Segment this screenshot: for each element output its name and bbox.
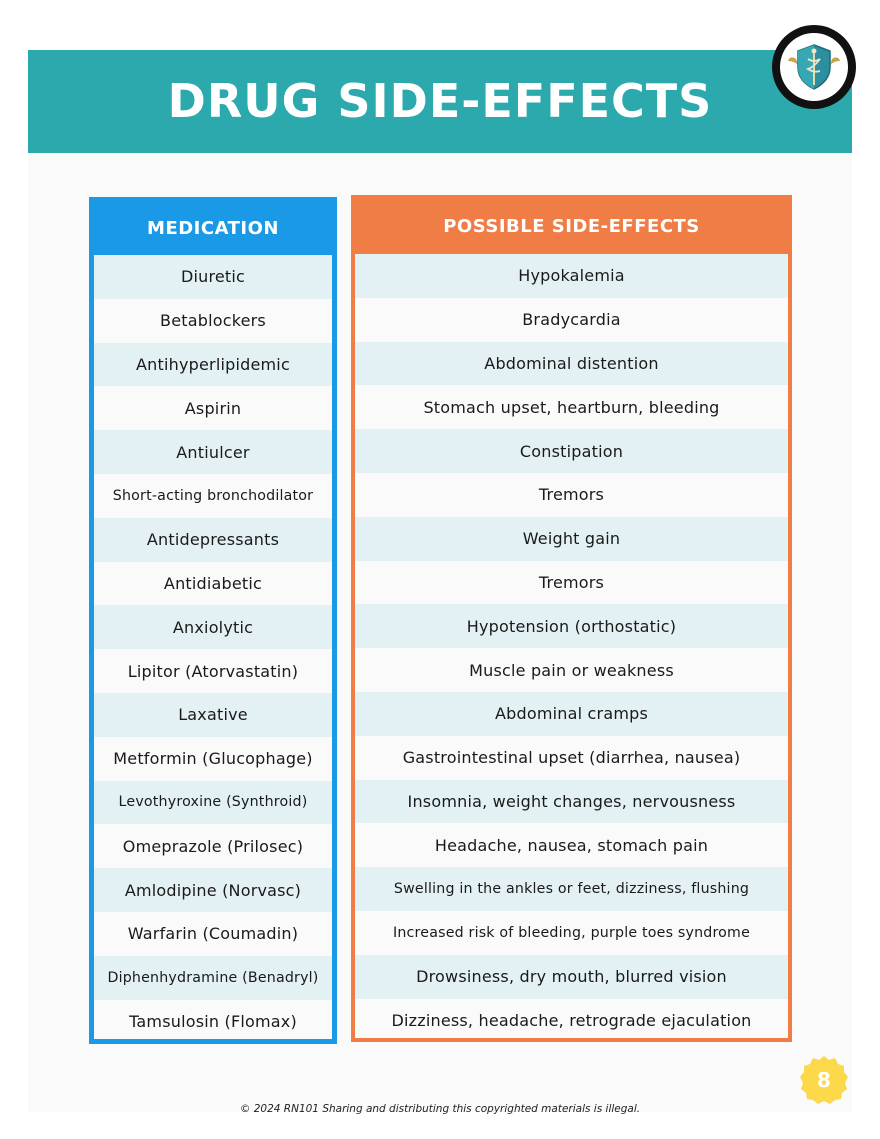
shield-caduceus-icon [786, 39, 842, 95]
medication-cell: Antidepressants [94, 518, 332, 562]
side-effect-cell: Stomach upset, heartburn, bleeding [423, 397, 720, 417]
copyright-footer: © 2024 RN101 Sharing and distributing this copyrighted materials is illegal. [239, 1103, 641, 1115]
page-title: DRUG SIDE-EFFECTS [167, 74, 713, 128]
side-effects-list [355, 254, 788, 1042]
medication-cell: Amlodipine (Norvasc) [94, 868, 332, 912]
medication-cell: Betablockers [160, 311, 266, 331]
medication-cell: Diuretic [94, 255, 332, 299]
medication-cell: Omeprazole (Prilosec) [122, 836, 304, 856]
side-effect-cell: Hypokalemia [355, 254, 788, 298]
side-effect-cell: Abdominal distention [355, 342, 788, 386]
side-effect-cell: Bradycardia [522, 310, 621, 330]
medication-cell: Short-acting bronchodilator [112, 487, 314, 504]
side-effect-cell: Weight gain [355, 517, 788, 561]
side-effect-cell: Drowsiness, dry mouth, blurred vision [355, 955, 788, 999]
side-effect-cell: Constipation [355, 429, 788, 473]
side-effect-cell: Increased risk of bleeding, purple toes syndrome [392, 924, 751, 941]
side-effect-cell: Headache, nausea, stomach pain [434, 835, 709, 855]
medication-cell: Antiulcer [94, 430, 332, 474]
medication-header: MEDICATION [94, 202, 332, 255]
side-effect-cell: Abdominal cramps [355, 692, 788, 736]
side-effect-cell: Muscle pain or weakness [469, 660, 674, 680]
side-effect-cell: Gastrointestinal upset (diarrhea, nausea) [402, 748, 741, 768]
medication-cell: Lipitor (Atorvastatin) [127, 661, 299, 681]
medication-column [89, 197, 337, 1044]
medication-cell: Laxative [94, 693, 332, 737]
medication-list [94, 255, 332, 1043]
medication-cell: Metformin (Glucophage) [113, 749, 313, 769]
side-effect-cell: Hypotension (orthostatic) [355, 604, 788, 648]
side-effects-column [351, 195, 792, 1042]
medication-cell: Warfarin (Coumadin) [127, 924, 299, 944]
logo [772, 25, 856, 109]
side-effect-cell: Insomnia, weight changes, nervousness [355, 780, 788, 824]
side-effect-cell: Swelling in the ankles or feet, dizziness, flushing [355, 867, 788, 911]
medication-cell: Antihyperlipidemic [94, 343, 332, 387]
side-effects-header: POSSIBLE SIDE-EFFECTS [355, 199, 788, 254]
side-effect-cell: Tremors [538, 485, 605, 505]
header-banner [28, 50, 852, 153]
page-number: 8 [817, 1068, 831, 1092]
side-effect-cell: Tremors [538, 572, 605, 592]
medication-cell: Diphenhydramine (Benadryl) [94, 956, 332, 1000]
medication-cell: Anxiolytic [94, 605, 332, 649]
medication-cell: Levothyroxine (Synthroid) [94, 781, 332, 825]
side-effect-cell: Dizziness, headache, retrograde ejaculation [391, 1010, 752, 1030]
medication-cell: Tamsulosin (Flomax) [129, 1011, 297, 1031]
medication-cell: Aspirin [184, 398, 242, 418]
medication-cell: Antidiabetic [163, 573, 263, 593]
